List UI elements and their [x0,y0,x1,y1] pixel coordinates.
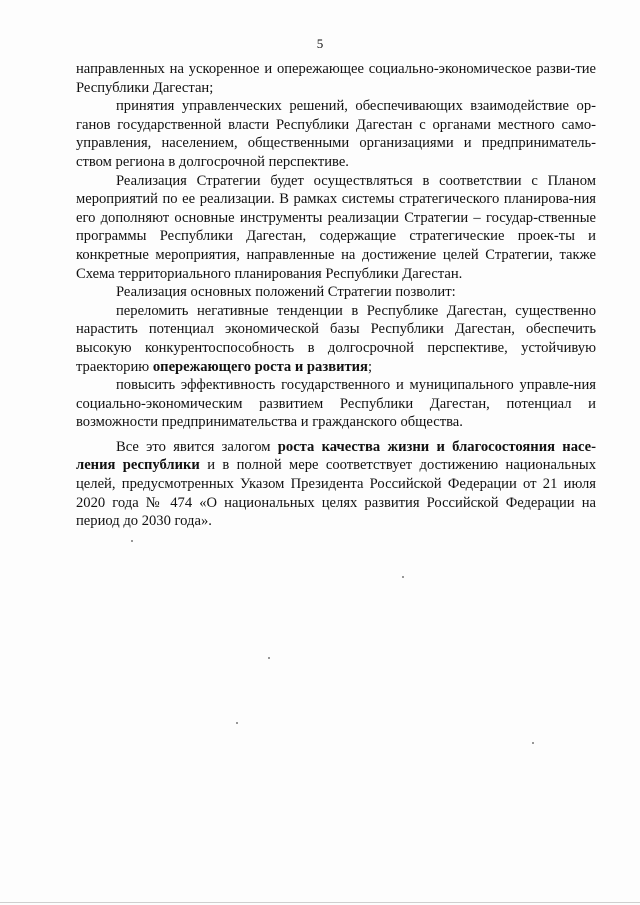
text-segment: принятия управленческих решений, обеспечивающих взаимодействие ор-ганов государственной власти Республики Дагестан с органами местного само-управления, населением, общественными организациями и предприниматель-ством региона в долгосрочной перспективе. [76,98,596,170]
paragraph [76,97,596,171]
text-segment: ; [367,358,373,375]
text-segment: Все это явится залогом [116,438,278,455]
text-segment: направленных на ускоренное и опережающее социально-экономическое разви-тие Республики Дагестан; [76,61,596,96]
text-segment: Реализация основных положений Стратегии позволит: [116,284,456,301]
text-segment: Реализация Стратегии будет осуществляться в соответствии с Планом мероприятий по ее реализации. В рамках системы стратегического планирова-ния его дополняют основные инструменты реализации Стратегии – государ-ственные программы Республики Дагестан, содержащие стратегические проек-ты и конкретные мероприятия, направленные на достижение целей Стратегии, также Схема территориального планирования Республики Дагестан. [76,172,596,282]
scan-speck [268,657,270,659]
scan-edge [0,902,640,903]
paragraph [76,376,596,432]
scan-speck [532,742,534,744]
scan-speck [236,722,238,724]
scan-speck [131,540,133,542]
paragraph [76,302,596,376]
text-segment: и в полной мере соответствует достижению национальных целей, предусмотренных Указом Президента Российской Федерации от 21 июля 2020 года № 474 «О национальных целях развития Российской Федерации на период до 2030 года». [76,457,596,530]
body-text [76,60,596,531]
scan-speck [402,576,404,578]
paragraph [76,438,596,531]
paragraph [76,172,596,284]
page-number: 5 [316,36,324,51]
paragraph [76,60,596,97]
text-segment: переломить негативные тенденции в Республике Дагестан, существенно нарастить потенциал экономической базы Республики Дагестан, обеспечить высокую конкурентоспособность в долгосрочной перспективе, устойчивую траекторию [76,302,596,375]
bold-text-segment: опережающего роста и развития [152,358,368,375]
text-segment: повысить эффективность государственного и муниципального управле-ния социально-экономическим развитием Республики Дагестан, потенциал и возможности предпринимательства и гражданского общества. [76,377,596,431]
bold-text-segment: роста качества жизни и благосостояния насе-ления республики [76,438,596,474]
paragraph [76,283,596,302]
